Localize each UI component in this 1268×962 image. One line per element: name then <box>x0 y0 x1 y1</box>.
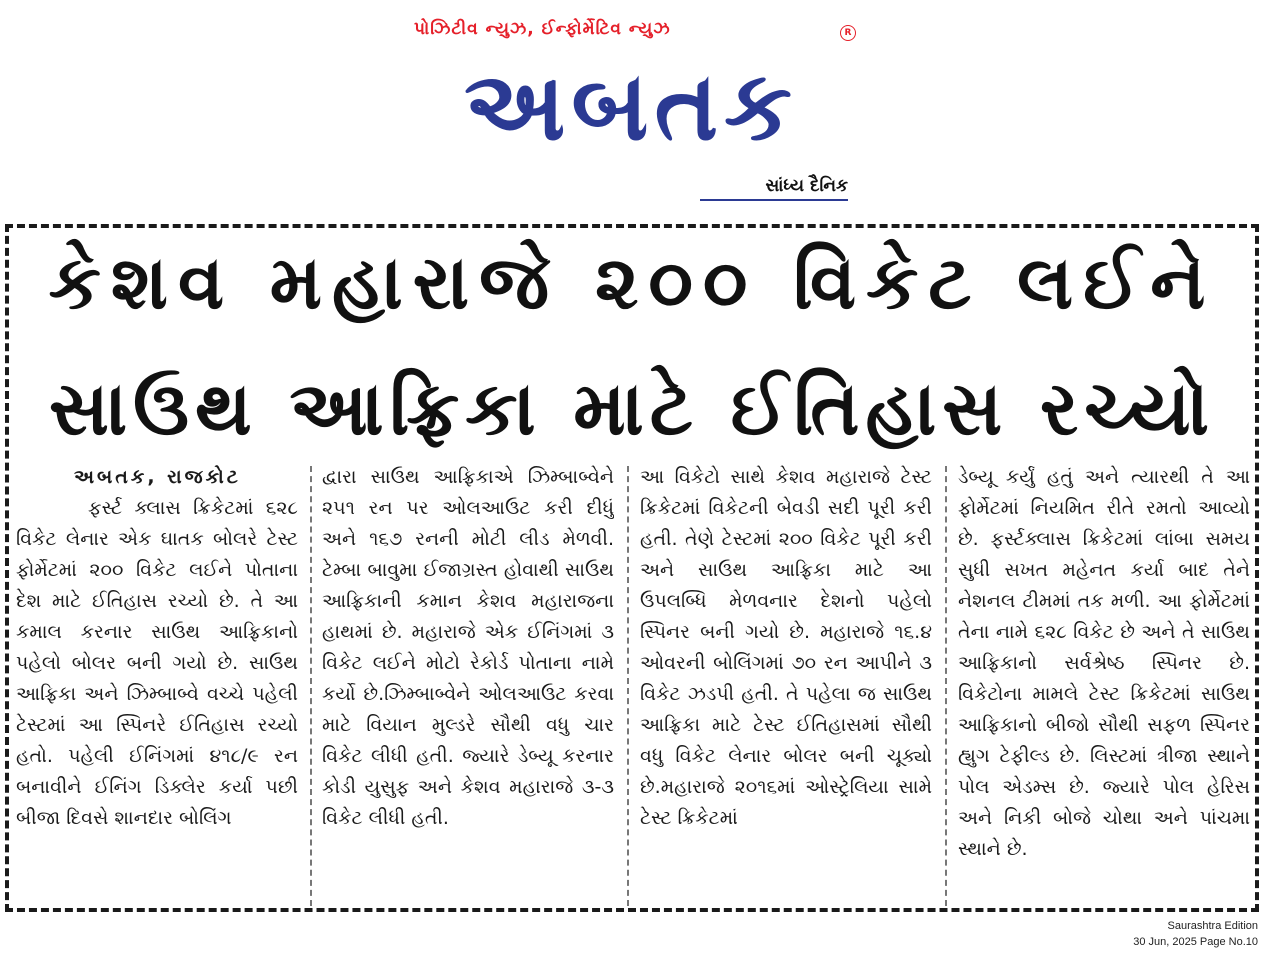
article-headline-line1: કેશવ મહારાજે ૨૦૦ વિકેટ લઈને <box>48 240 1216 326</box>
newspaper-logo: અબતક <box>464 50 798 162</box>
article-column-2: દ્વારા સાઉથ આફ્રિકાએ ઝિમ્બાબ્વેને ૨૫૧ રન પર ઓલઆઉટ કરી દીધું અને ૧૬૭ રનની મોટી લીડ મેળવી. ટેમ્બા બાવુમા ઈજાગ્રસ્ત હોવાથી સાઉથ આફ્રિકાની કમાન કેશવ મહારાજના હાથમાં છે. મહારાજે એક ઈનિંગમાં ૩ વિકેટ લઈને મોટો રેકોર્ડ પોતાના નામે કર્યો છે.ઝિમ્બાબ્વેને ઓલઆઉટ કરવા માટે વિયાન મુલ્ડરે સૌથી વધુ ચાર વિકેટ લીધી હતી. જ્યારે ડેબ્યૂ કરનાર કોડી યુસુફ અને કેશવ મહારાજે ૩-૩ વિકેટ લીધી હતી. <box>322 466 614 829</box>
edition-name: Saurashtra Edition <box>1167 920 1258 932</box>
article-column-1-text: ફર્સ્ટ ક્લાસ ક્રિકેટમાં ૬૨૮ વિકેટ લેનાર એક ઘાતક બોલરે ટેસ્ટ ફોર્મેટમાં ૨૦૦ વિકેટ લઈને પોતાના દેશ માટે ઈતિહાસ રચ્યો છે. તે આ કમાલ કરનાર સાઉથ આફ્રિકાનો પહેલો બોલર બની ગયો છે. સાઉથ આફ્રિકા અને ઝિમ્બાબ્વે વચ્ચે પહેલી ટેસ્ટમાં આ સ્પિનરે ઈતિહાસ રચ્યો હતો. પહેલી ઈનિંગમાં ૪૧૮/૯ રન બનાવીને ઈનિંગ ડિક્લેર કર્યા પછી બીજા દિવસે શાનદાર બોલિંગ <box>16 497 298 829</box>
masthead-tagline: પોઝિટીવ ન્યુઝ, ઈન્ફોર્મેટિવ ન્યુઝ <box>414 19 671 39</box>
logo-underline <box>700 199 848 201</box>
edition-info <box>1058 918 1258 950</box>
column-divider <box>945 466 947 906</box>
column-divider <box>627 466 629 906</box>
registered-mark-icon: R <box>840 25 856 41</box>
article-headline-line2: સાઉથ આફ્રિકા માટે ઈતિહાસ રચ્યો <box>49 366 1215 452</box>
article-dateline: અબતક, રાજકોટ <box>74 466 241 488</box>
article-body <box>16 462 1252 910</box>
column-divider <box>310 466 312 906</box>
logo-subtitle: સાંધ્ય દૈનિક <box>765 176 848 196</box>
edition-date-page: 30 Jun, 2025 Page No.10 <box>1133 936 1258 948</box>
article-column-3: આ વિકેટો સાથે કેશવ મહારાજે ટેસ્ટ ક્રિકેટમાં વિકેટની બેવડી સદી પૂરી કરી હતી. તેણે ટેસ્ટમાં ૨૦૦ વિકેટ પૂરી કરી અને સાઉથ આફ્રિકા માટે આ ઉપલબ્ધિ મેળવનાર દેશનો પહેલો સ્પિનર બની ગયો છે. મહારાજે ૧૬.૪ ઓવરની બોલિંગમાં ૭૦ રન આપીને ૩ વિકેટ ઝડપી હતી. તે પહેલા જ સાઉથ આફ્રિકા માટે ટેસ્ટ ઈતિહાસમાં સૌથી વધુ વિકેટ લેનાર બોલર બની ચૂક્યો છે.મહારાજે ૨૦૧૬માં ઓસ્ટ્રેલિયા સામે ટેસ્ટ ક્રિકેટમાં <box>640 466 932 829</box>
article-column-4: ડેબ્યૂ કર્યું હતું અને ત્યારથી તે આ ફોર્મેટમાં નિયમિત રીતે રમતો આવ્યો છે. ફર્સ્ટક્લાસ ક્રિકેટમાં લાંબા સમય સુધી સખત મહેનત કર્યા બાદ તેને નેશનલ ટીમમાં તક મળી. આ ફોર્મેટમાં તેના નામે ૬૨૮ વિકેટ છે અને તે સાઉથ આફ્રિકાનો સર્વશ્રેષ્ઠ સ્પિનર છે. વિકેટોના મામલે ટેસ્ટ ક્રિકેટમાં સાઉથ આફ્રિકાનો બીજો સૌથી સફળ સ્પિનર હ્યુગ ટેફીલ્ડ છે. લિસ્ટમાં ત્રીજા સ્થાને પોલ એડમ્સ છે. જ્યારે પોલ હેરિસ અને નિકી બોજે ચોથા અને પાંચમા સ્થાને છે. <box>958 466 1250 860</box>
article-column-1 <box>16 462 298 910</box>
masthead <box>0 0 1268 210</box>
